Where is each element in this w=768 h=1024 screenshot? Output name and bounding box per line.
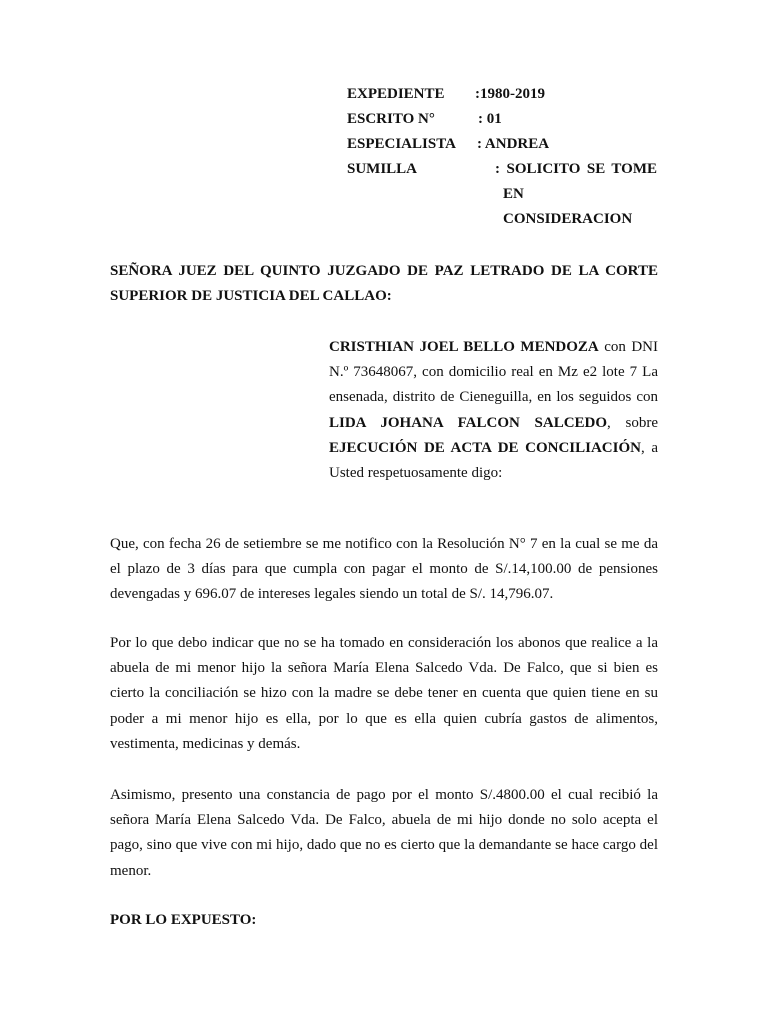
header-row-escrito bbox=[347, 109, 659, 134]
petitioner-introduction bbox=[329, 335, 658, 486]
body-paragraph-2: Por lo que debo indicar que no se ha tomado en consideración los abonos que realice a la abuela de mi menor hijo la señora María Elena Salcedo Vda. De Falco, que si bien es cierto la conciliación se hizo con la madre se debe tener en cuenta que quien tiene en su poder a mi menor hijo es ella, por lo que es ella quien cubría gastos de alimentos, vestimenta, medicinas y demás. bbox=[110, 635, 658, 752]
especialista-value: : ANDREA bbox=[477, 136, 550, 152]
escrito-label: ESCRITO N° bbox=[347, 111, 435, 127]
sumilla-label: SUMILLA bbox=[347, 161, 418, 177]
header-row-sumilla bbox=[347, 159, 659, 227]
body-paragraph-1: Que, con fecha 26 de setiembre se me notifico con la Resolución N° 7 en la cual se me da el plazo de 3 días para que cumpla con pagar el monto de S/.14,100.00 de pensiones devengadas y 696.07 de intereses legales siendo un total de S/. 14,796.07. bbox=[110, 536, 658, 603]
header-row-especialista bbox=[347, 134, 659, 159]
petitioner-name: CRISTHIAN JOEL BELLO MENDOZA bbox=[329, 339, 599, 355]
sumilla-line-2: EN bbox=[503, 186, 524, 202]
sumilla-line-3: CONSIDERACION bbox=[503, 211, 633, 227]
body-paragraph-3: Asimismo, presento una constancia de pago por el monto S/.4800.00 el cual recibió la señora María Elena Salcedo Vda. De Falco, abuela de mi hijo donde no solo acepta el pago, sino que vive con mi hijo, dado que no es cierto que la demandante se hace cargo del menor. bbox=[110, 787, 658, 879]
escrito-value: : 01 bbox=[478, 111, 502, 127]
sumilla-line-1: : SOLICITO SE TOME bbox=[495, 161, 657, 177]
expediente-value: :1980-2019 bbox=[475, 86, 545, 102]
case-header bbox=[347, 84, 659, 227]
especialista-label: ESPECIALISTA bbox=[347, 136, 456, 152]
respondent-name: LIDA JOHANA FALCON SALCEDO bbox=[329, 414, 608, 431]
header-row-expediente bbox=[347, 84, 659, 109]
intro-text-3: , a Usted respetuosamente digo: bbox=[329, 439, 658, 482]
intro-text-1: con DNI N.º 73648067, con domicilio real en Mz e2 lote 7 La ensenada, distrito de Cieneguilla, en los seguidos con bbox=[329, 339, 658, 406]
sumilla-value bbox=[495, 157, 657, 232]
expediente-label: EXPEDIENTE bbox=[347, 86, 445, 102]
case-matter: EJECUCIÓN DE ACTA DE CONCILIACIÓN bbox=[329, 439, 641, 456]
closing-heading: POR LO EXPUESTO: bbox=[110, 912, 257, 928]
addressee: SEÑORA JUEZ DEL QUINTO JUZGADO DE PAZ LETRADO DE LA CORTE SUPERIOR DE JUSTICIA DEL CALLAO: bbox=[110, 263, 658, 304]
intro-text-2: , sobre bbox=[607, 414, 658, 431]
